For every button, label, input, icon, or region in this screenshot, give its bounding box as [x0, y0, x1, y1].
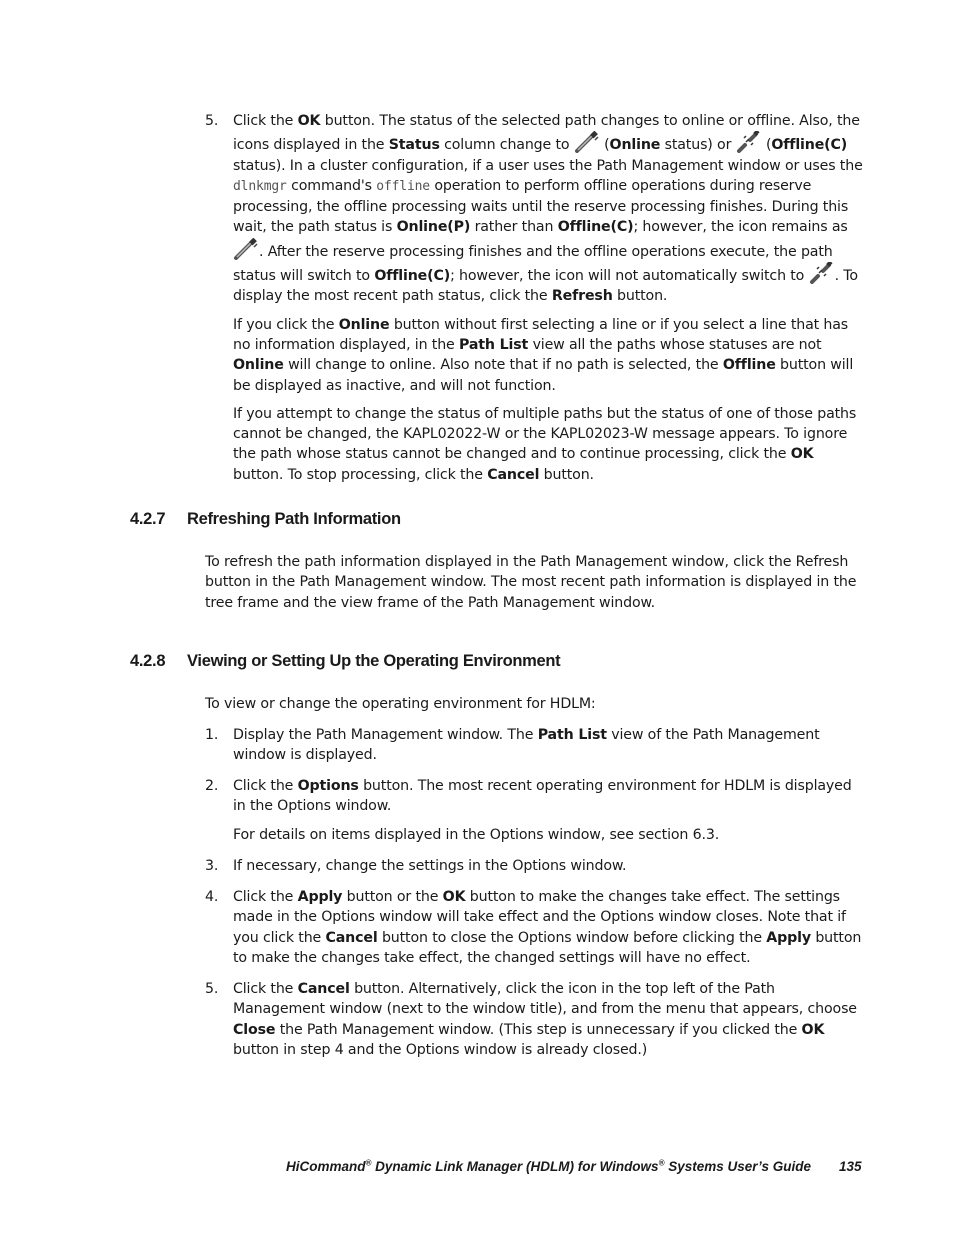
online-path-icon	[233, 238, 259, 260]
section-4-2-7-body: To refresh the path information displayed in the Path Management window, click the Refresh button in the Path Management window. The most recent path information is displayed in the tree frame and the view frame of the Path Management window.	[205, 554, 857, 611]
footer-title: HiCommand® Dynamic Link Manager (HDLM) for Windows® Systems User’s Guide	[286, 1158, 812, 1174]
step-5-paragraph: Click the OK button. The status of the selected path changes to online or offline. Also, the icons displayed in the Status column change to (Online status) or (Offline(C) status). In a cluster configuration, if a user uses the Path Management window or uses the dlnkmgr command's offline operation to perform offline operations during reserve processing, the offline processing waits until the reserve processing finishes. During this wait, the path status is Online(P) rather than Offline(C); however, the icon remains as . After the reserve processing finishes and the offline operations execute, the path status will switch to Offline(C); however, the icon will not automatically switch to . To display the most recent path status, click the Refresh button.	[233, 113, 863, 305]
section-heading-4-2-7: 4.2.7 Refreshing Path Information	[130, 510, 401, 528]
offline-path-icon	[736, 131, 762, 153]
options-window-note: For details on items displayed in the Options window, see section 6.3.	[233, 826, 720, 843]
step-number: 5.	[205, 113, 219, 129]
list-item-step-4: 4. Click the Apply button or the OK button to make the changes take effect. The settings made in the Options window will take effect and the Options window closes. Note that if you click the Cancel button to close the Options window before clicking the Apply button to make the changes take effect, the changed settings will have no effect.	[205, 889, 862, 966]
multiple-paths-note: If you attempt to change the status of multiple paths but the status of one of those paths cannot be changed, the KAPL02022-W or the KAPL02023-W message appears. To ignore the path whose status cannot be changed and to continue processing, click the OK button. To stop processing, click the Cancel button.	[233, 405, 857, 483]
list-item-step-3: 3. If necessary, change the settings in the Options window.	[205, 858, 627, 874]
online-path-icon	[574, 131, 600, 153]
list-item-step-1: 1. Display the Path Management window. The Path List view of the Path Management window is displayed.	[205, 727, 820, 764]
list-item-step-5: 5. Click the Cancel button. Alternatively, click the icon in the top left of the Path Management window (next to the window title), and from the menu that appears, choose Close the Path Management window. (This step is unnecessary if you clicked the OK button in step 4 and the Options window is already closed.)	[205, 981, 857, 1058]
section-heading-4-2-8: 4.2.8 Viewing or Setting Up the Operating Environment	[130, 652, 561, 670]
online-button-note: If you click the Online button without first selecting a line or if you select a line that has no information displayed, in the Path List view all the paths whose statuses are not Online will change to online. Also note that if no path is selected, the Offline button will be displayed as inactive, and will not function.	[233, 316, 854, 394]
offline-path-icon	[809, 262, 835, 284]
page-number: 135	[839, 1159, 862, 1174]
list-item-step-2: 2. Click the Options button. The most recent operating environment for HDLM is displayed in the Options window. For details on items displayed in the Options window, see section 6.3.	[205, 776, 865, 845]
section-4-2-8-intro: To view or change the operating environment for HDLM:	[205, 696, 596, 712]
list-item-step-5-top	[205, 111, 865, 485]
